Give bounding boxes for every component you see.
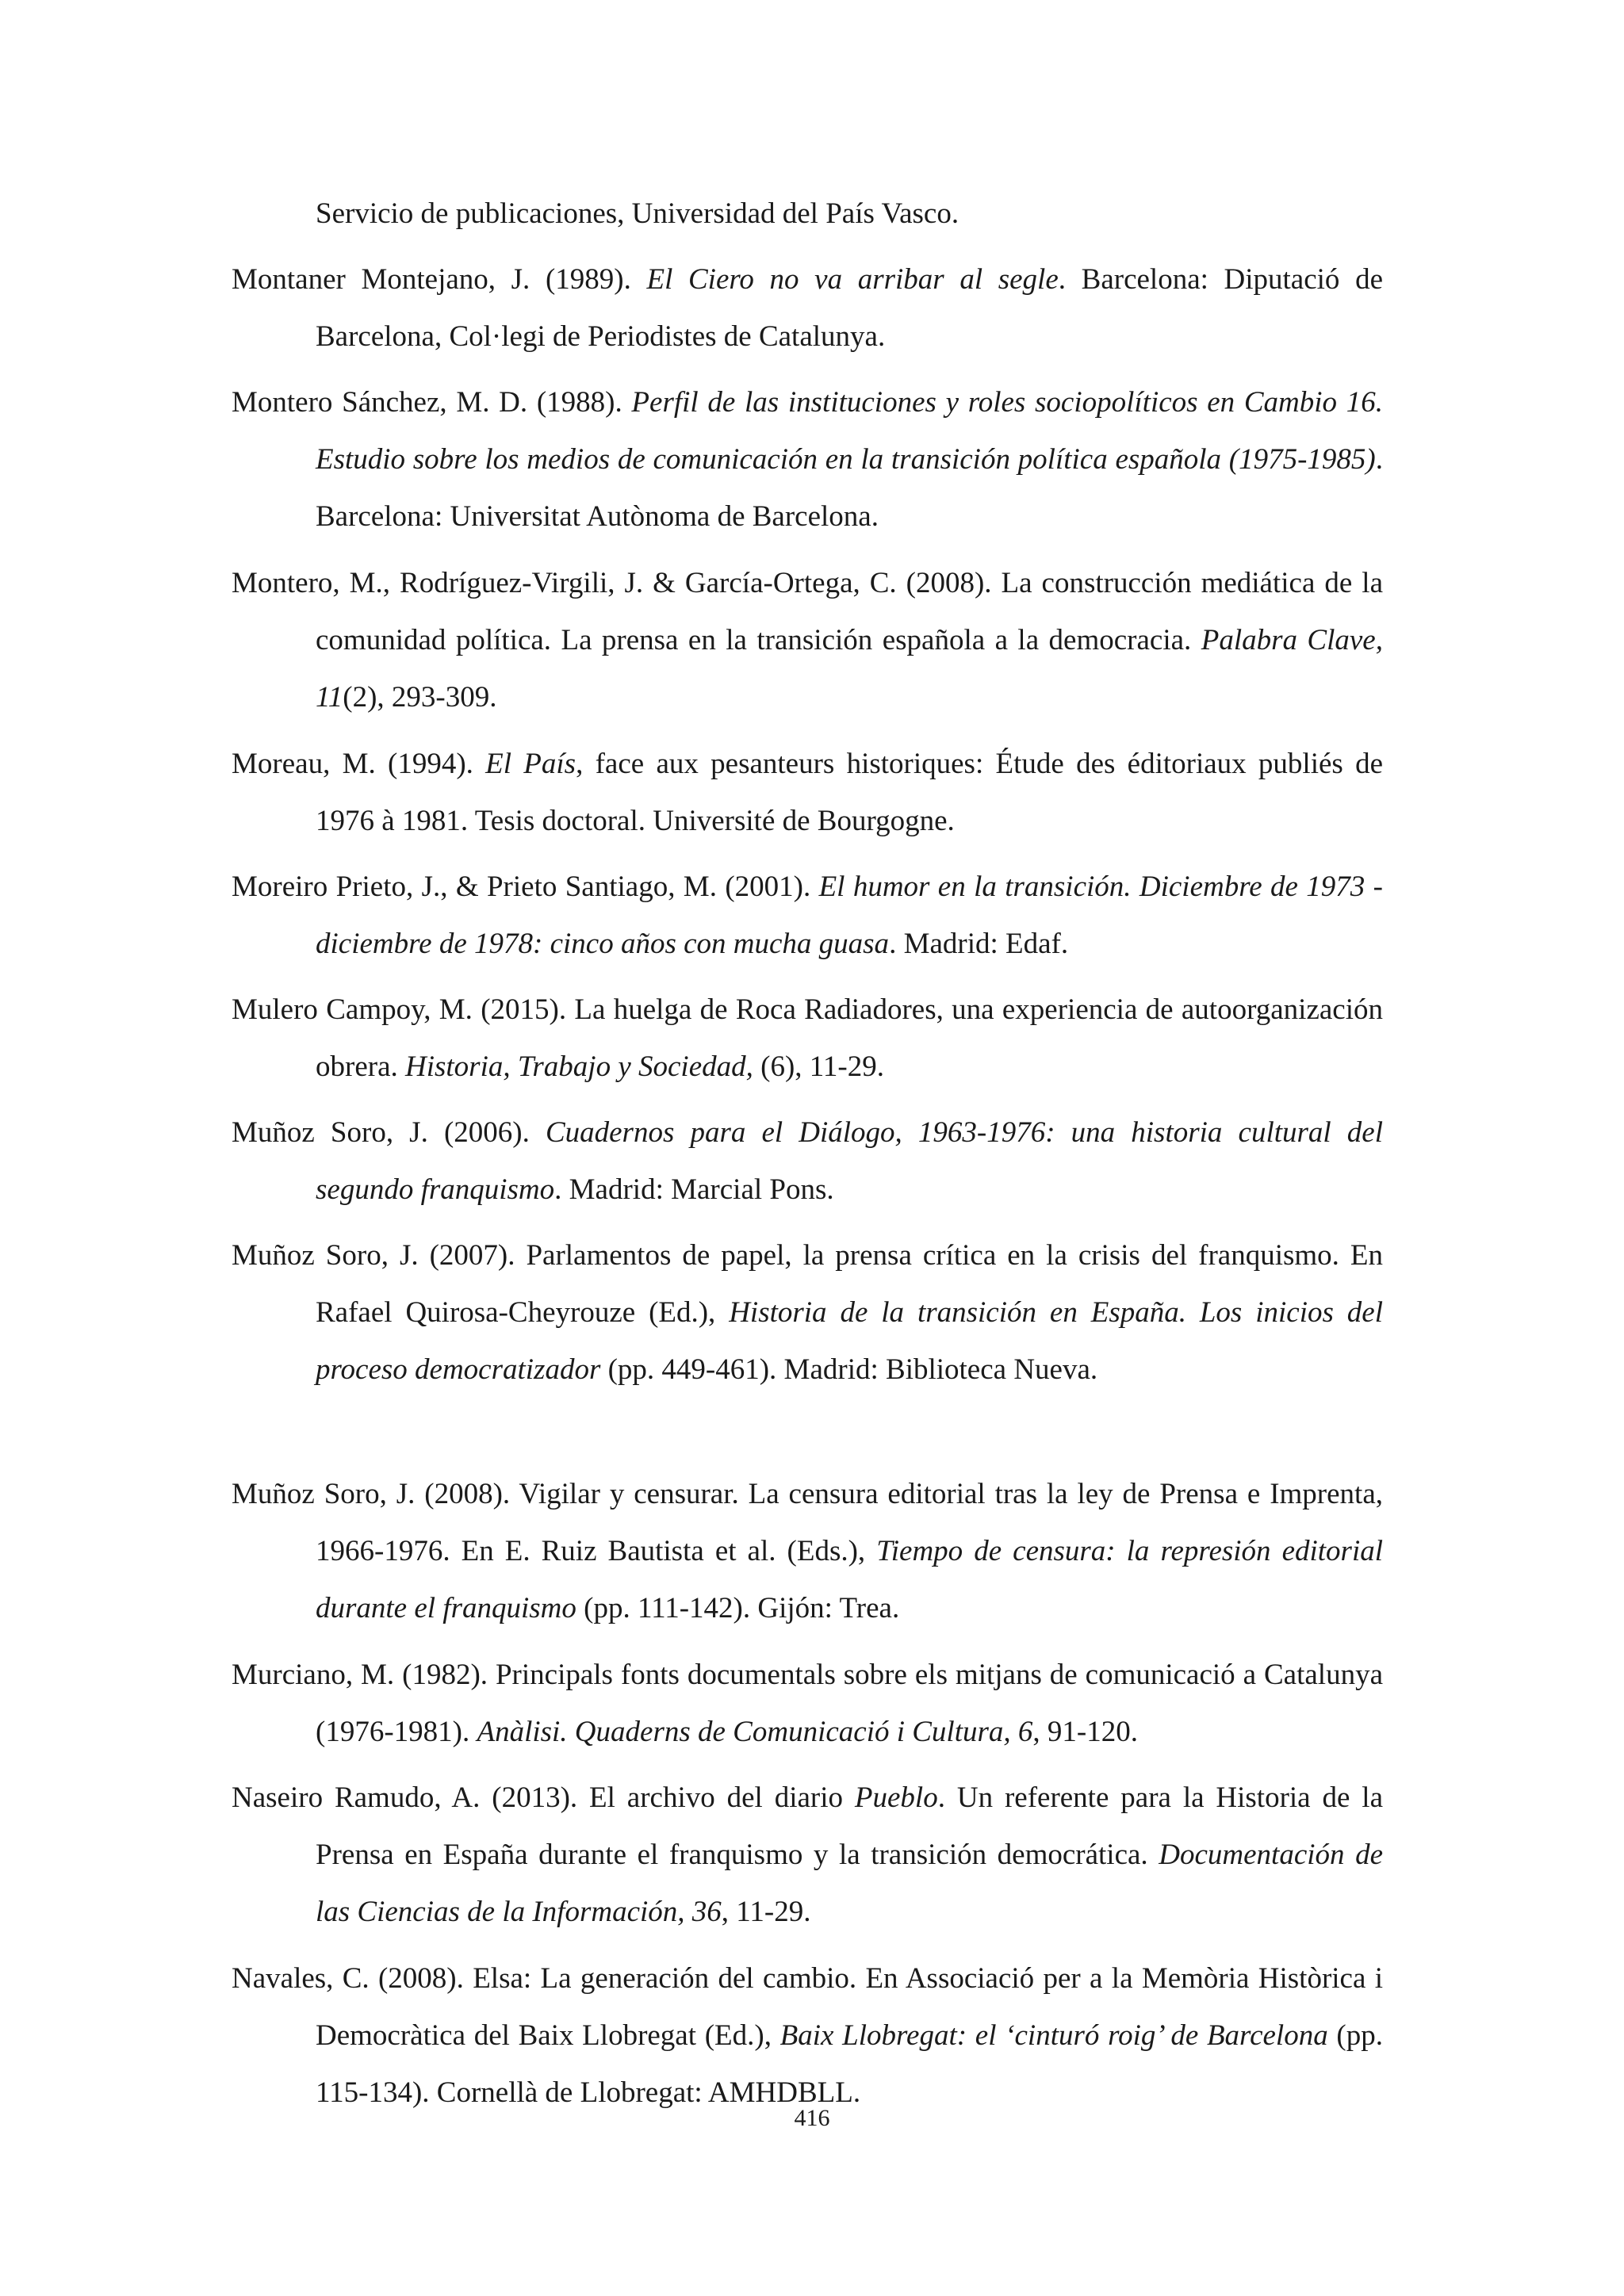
reference-entry [232, 1227, 1383, 1399]
reference-entry [232, 736, 1383, 850]
reference-title-italic: Palabra Clave, 11 [316, 624, 1383, 714]
reference-title-italic: Perfil de las instituciones y roles sociopolíticos en Cambio 16. Estudio sobre los medios de comunicación en la transición política española (1975-1985) [316, 386, 1383, 476]
reference-text: Muñoz Soro, J. (2006). [232, 1116, 546, 1149]
reference-text: Montaner Montejano, J. (1989). [232, 263, 647, 296]
reference-text: (2), 293-309. [343, 681, 497, 714]
reference-title-italic: Historia de la transición en España. Los inicios del proceso democratizador [316, 1296, 1383, 1386]
reference-text: (pp. 111-142). Gijón: Trea. [576, 1592, 900, 1624]
reference-title-italic: El País [485, 748, 576, 780]
reference-entry [232, 1104, 1383, 1219]
reference-entry [232, 1950, 1383, 2122]
reference-title-italic: El humor en la transición. Diciembre de 1973 - diciembre de 1978: cinco años con mucha guasa [316, 871, 1383, 960]
reference-text: Navales, C. (2008). Elsa: La generación del cambio. En Associació per a la Memòria Històrica i Democràtica del Baix Llobregat (Ed.), [232, 1962, 1383, 2052]
reference-text: , 11-29. [721, 1896, 811, 1928]
reference-text: (pp. 449-461). Madrid: Biblioteca Nueva. [600, 1353, 1098, 1386]
reference-title-italic: Cuadernos para el Diálogo, 1963-1976: una historia cultural del segundo franquismo [316, 1116, 1383, 1206]
reference-entry [232, 1647, 1383, 1761]
reference-text: . Madrid: Marcial Pons. [554, 1173, 834, 1206]
reference-text: Moreiro Prieto, J., & Prieto Santiago, M. (2001). [232, 871, 819, 903]
reference-title-italic: Baix Llobregat: el ‘cinturó roig’ de Barcelona [779, 2019, 1328, 2052]
reference-title-italic: Anàlisi. Quaderns de Comunicació i Cultura, 6 [477, 1716, 1033, 1748]
reference-entry [232, 374, 1383, 545]
reference-title-italic: Pueblo [854, 1781, 938, 1814]
reference-title-italic: Historia, Trabajo y Sociedad, [405, 1050, 753, 1083]
reference-text: Muñoz Soro, J. (2007). Parlamentos de papel, la prensa crítica en la crisis del franquismo. En Rafael Quirosa-Cheyrouze (Ed.), [232, 1239, 1383, 1329]
reference-text: . Madrid: Edaf. [889, 928, 1069, 960]
reference-text: Muñoz Soro, J. (2008). Vigilar y censurar. La censura editorial tras la ley de Prensa e Imprenta, 1966-1976. En E. Ruiz Bautista et al. (Eds.), [232, 1478, 1383, 1567]
reference-entry [232, 186, 1383, 243]
reference-text: Murciano, M. (1982). Principals fonts documentals sobre els mitjans de comunicació a Catalunya (1976-1981). [232, 1659, 1383, 1748]
reference-entry [232, 555, 1383, 726]
reference-text: (pp. 115-134). Cornellà de Llobregat: AMHDBLL. [316, 2019, 1383, 2109]
reference-title-italic: Tiempo de censura: la represión editorial durante el franquismo [316, 1535, 1384, 1624]
reference-entry [232, 859, 1383, 973]
reference-text: (6), 11-29. [753, 1050, 884, 1083]
reference-title-italic: Documentación de las Ciencias de la Información, 36 [316, 1839, 1383, 1928]
reference-text: , 91-120. [1032, 1716, 1138, 1748]
reference-entry [232, 1770, 1383, 1941]
reference-text: . Barcelona: Universitat Autònoma de Barcelona. [316, 443, 1383, 533]
reference-text: Mulero Campoy, M. (2015). La huelga de Roca Radiadores, una experiencia de autoorganización obrera. [232, 993, 1383, 1083]
reference-text: Montero Sánchez, M. D. (1988). [232, 386, 632, 419]
reference-entry [232, 982, 1383, 1096]
reference-text: . Barcelona: Diputació de Barcelona, Col·legi de Periodistes de Catalunya. [316, 263, 1383, 353]
reference-text: Servicio de publicaciones, Universidad del País Vasco. [316, 197, 959, 230]
reference-text: . Un referente para la Historia de la Prensa en España durante el franquismo y la transición democrática. [316, 1781, 1383, 1871]
reference-text: Naseiro Ramudo, A. (2013). El archivo del diario [232, 1781, 855, 1814]
page-number: 416 [794, 2105, 830, 2131]
reference-text: , face aux pesanteurs historiques: Étude des éditoriaux publiés de 1976 à 1981. Tesis doctoral. Université de Bourgogne. [316, 748, 1383, 837]
reference-text: Moreau, M. (1994). [232, 748, 486, 780]
reference-text: Montero, M., Rodríguez-Virgili, J. & García-Ortega, C. (2008). La construcción mediática de la comunidad política. La prensa en la transición española a la democracia. [232, 567, 1383, 656]
reference-title-italic: El Ciero no va arribar al segle [646, 263, 1059, 296]
reference-entry [232, 1466, 1383, 1637]
reference-entry [232, 251, 1383, 365]
